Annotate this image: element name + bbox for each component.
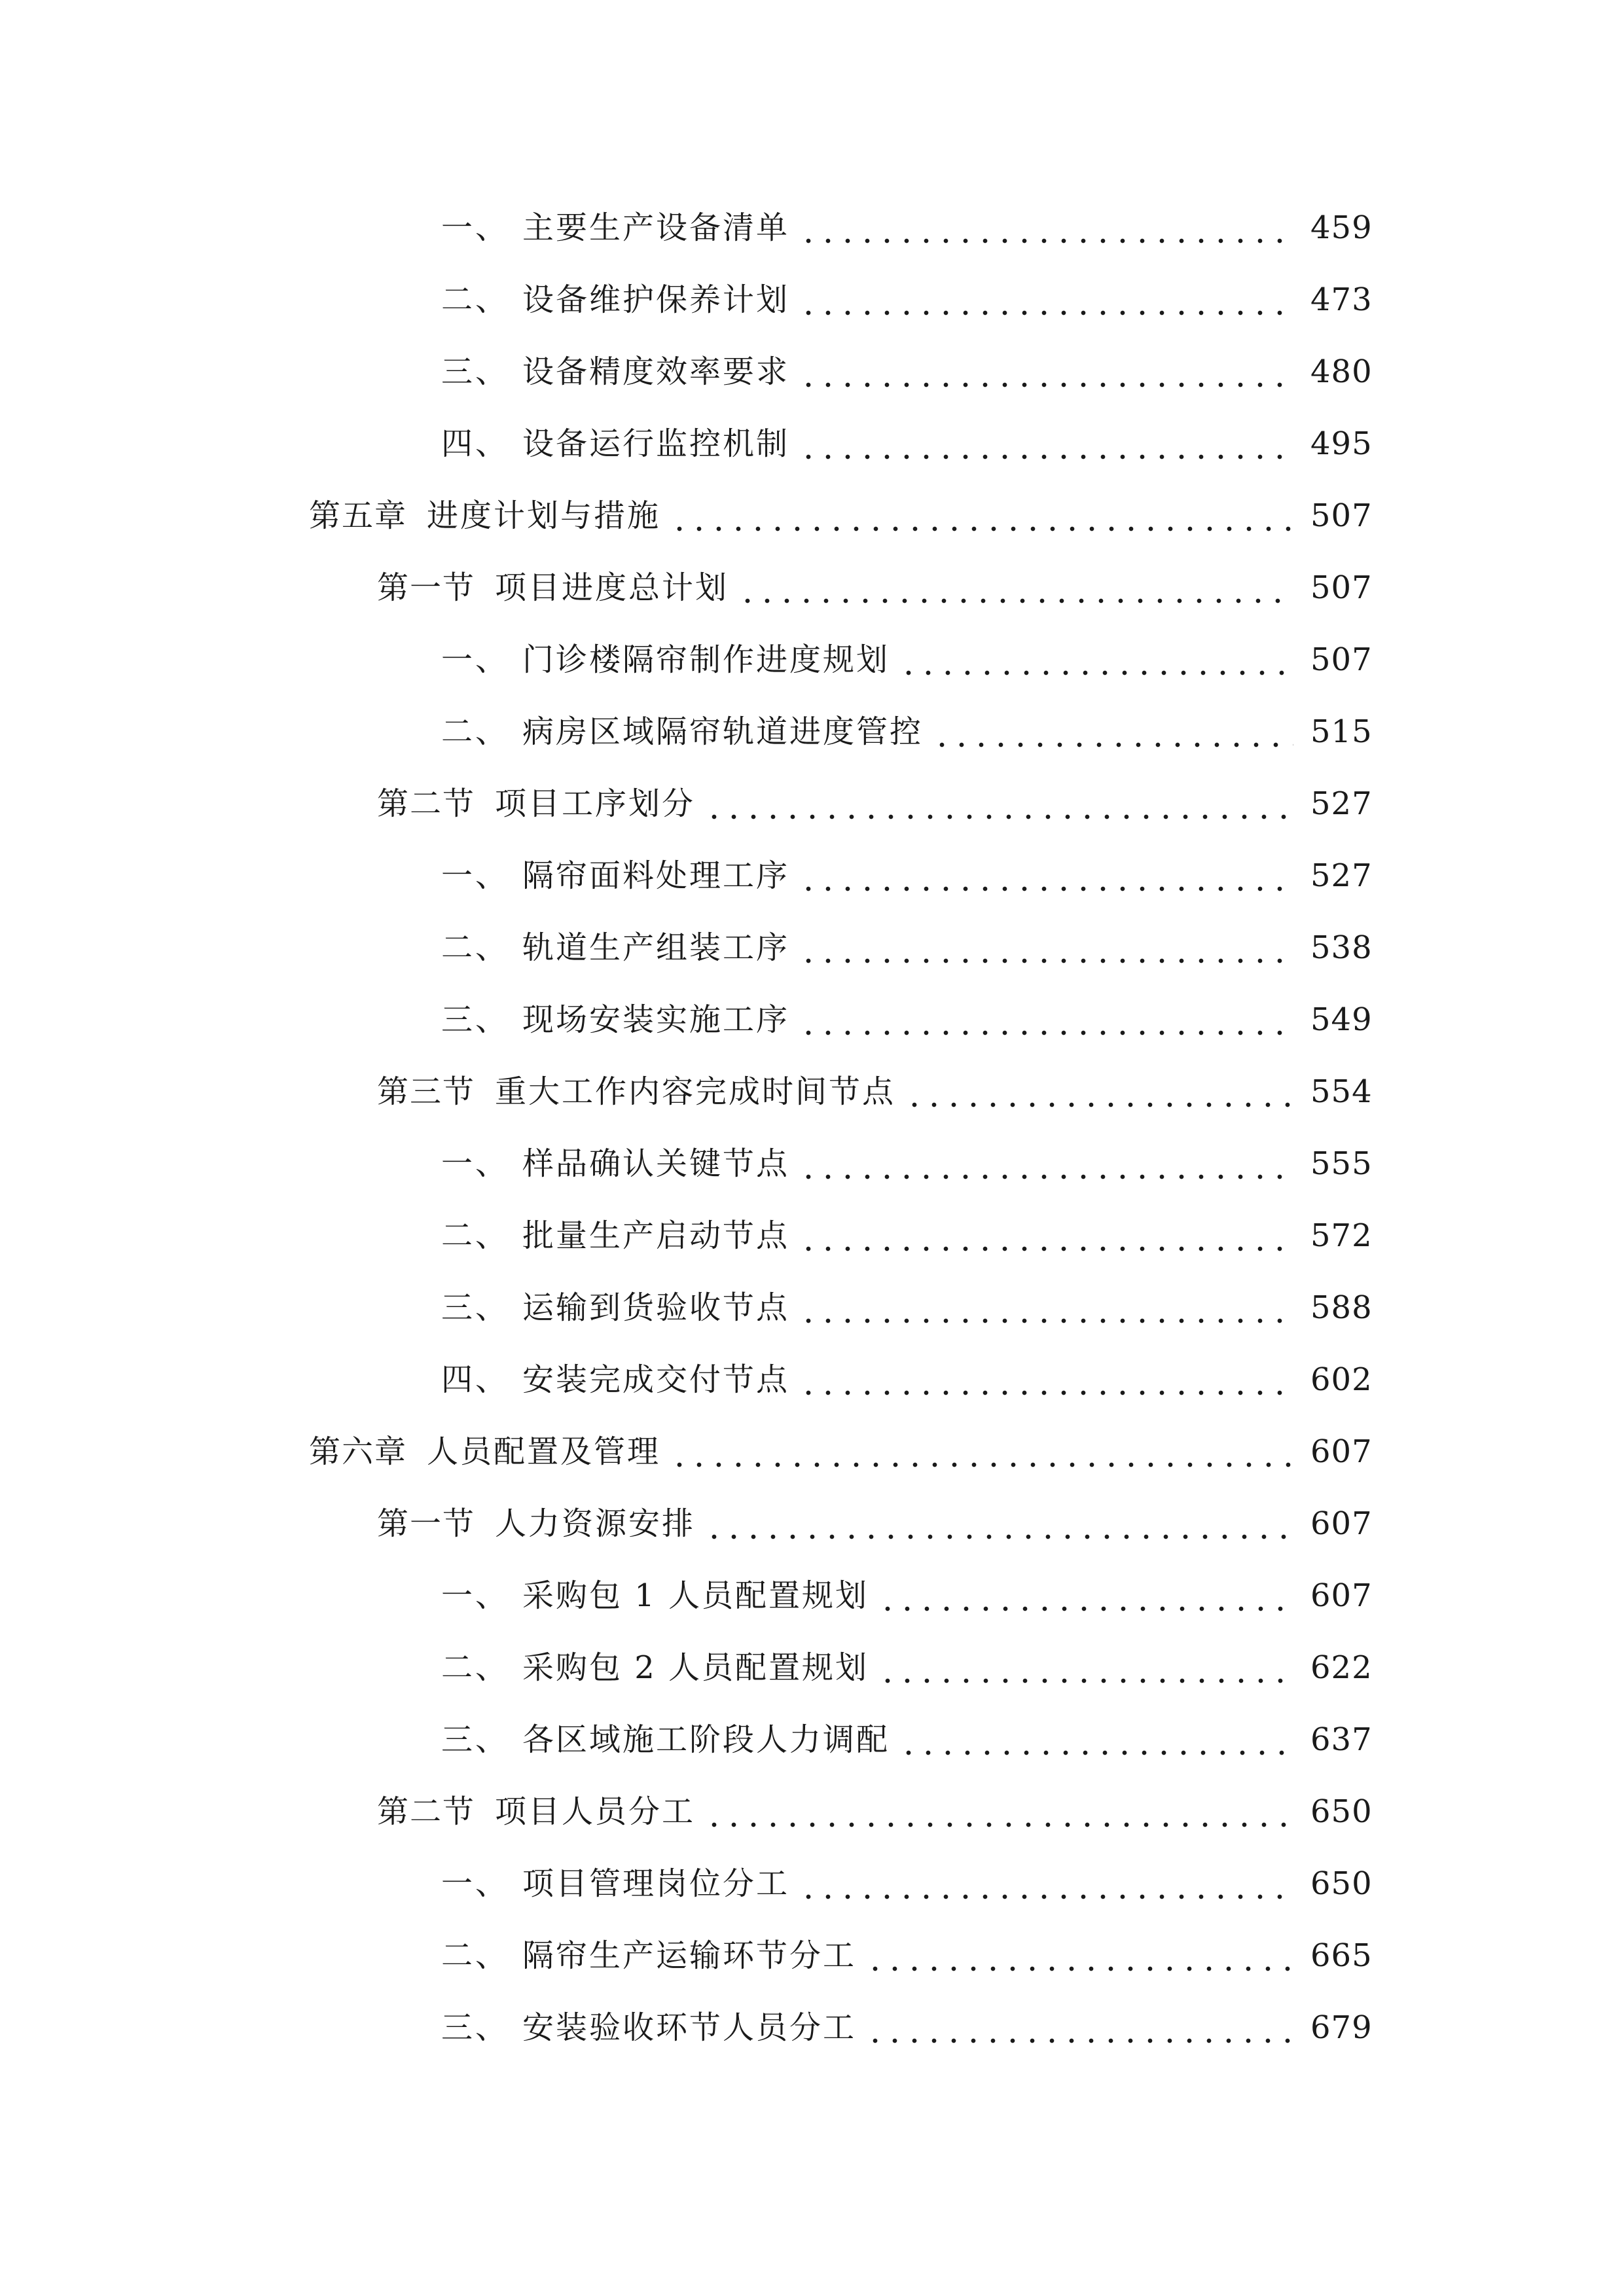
toc-entry-page: 607 xyxy=(1310,1505,1373,1542)
toc-entry-number: 一、 xyxy=(441,857,510,894)
dot-leader xyxy=(899,644,1293,675)
toc-entry[interactable] xyxy=(0,984,1624,1056)
toc-entry-number: 一、 xyxy=(441,641,510,678)
toc-entry-page: 515 xyxy=(1310,713,1373,750)
dot-leader xyxy=(799,356,1293,387)
toc-entry-number: 二、 xyxy=(441,713,510,750)
toc-entry[interactable] xyxy=(0,1704,1624,1776)
toc-entry[interactable] xyxy=(0,1128,1624,1200)
toc-entry[interactable] xyxy=(0,264,1624,336)
toc-entry-number: 二、 xyxy=(441,281,510,318)
toc-entry-page: 622 xyxy=(1310,1649,1373,1686)
dot-leader xyxy=(799,284,1293,315)
toc-entry-title: 隔帘生产运输环节分工 xyxy=(522,1937,857,1974)
toc-entry-number: 第一节 xyxy=(377,569,476,606)
dot-leader xyxy=(738,572,1293,603)
toc-entry-page: 459 xyxy=(1310,209,1373,246)
toc-entry-title: 项目人员分工 xyxy=(495,1793,696,1830)
toc-entry[interactable] xyxy=(0,912,1624,984)
toc-entry-page: 554 xyxy=(1310,1073,1373,1110)
toc-entry[interactable] xyxy=(0,408,1624,480)
dot-leader xyxy=(799,1148,1293,1179)
toc-entry-page: 637 xyxy=(1310,1721,1373,1758)
toc-entry-number: 三、 xyxy=(441,1001,510,1038)
toc-entry[interactable] xyxy=(0,840,1624,912)
toc-entry-page: 549 xyxy=(1310,1001,1373,1038)
toc-entry-page: 588 xyxy=(1310,1289,1373,1326)
toc-entry-number: 二、 xyxy=(441,929,510,966)
toc-entry[interactable] xyxy=(0,1200,1624,1272)
dot-leader xyxy=(799,212,1293,243)
toc-entry-page: 665 xyxy=(1310,1937,1373,1974)
toc-section-entry[interactable] xyxy=(0,1776,1624,1848)
toc-entry-title: 设备运行监控机制 xyxy=(522,425,790,462)
toc-entry-number: 一、 xyxy=(441,1145,510,1182)
dot-leader xyxy=(704,1508,1293,1539)
toc-entry-number: 三、 xyxy=(441,1289,510,1326)
toc-entry-title: 项目进度总计划 xyxy=(495,569,729,606)
toc-section-entry[interactable] xyxy=(0,552,1624,624)
toc-entry-title: 设备精度效率要求 xyxy=(522,353,790,390)
toc-entry[interactable] xyxy=(0,192,1624,264)
toc-entry-number: 三、 xyxy=(441,353,510,390)
toc-entry-page: 607 xyxy=(1310,1433,1373,1470)
toc-section-entry[interactable] xyxy=(0,1056,1624,1128)
toc-entry-title: 现场安装实施工序 xyxy=(522,1001,790,1038)
toc-entry-number: 二、 xyxy=(441,1217,510,1254)
toc-entry-number: 第五章 xyxy=(309,497,408,534)
toc-entry-title: 采购包 1 人员配置规划 xyxy=(522,1577,869,1614)
toc-chapter-entry[interactable] xyxy=(0,480,1624,552)
toc-entry-title: 病房区域隔帘轨道进度管控 xyxy=(522,713,924,750)
dot-leader xyxy=(799,1364,1293,1395)
dot-leader xyxy=(670,1436,1293,1467)
dot-leader xyxy=(865,1940,1293,1971)
toc-entry-number: 三、 xyxy=(441,1721,510,1758)
toc-entry-number: 一、 xyxy=(441,209,510,246)
toc-entry-title: 样品确认关键节点 xyxy=(522,1145,790,1182)
toc-entry-title: 安装完成交付节点 xyxy=(522,1361,790,1398)
toc-section-entry[interactable] xyxy=(0,768,1624,840)
dot-leader xyxy=(932,716,1293,747)
dot-leader xyxy=(799,860,1293,891)
toc-entry[interactable] xyxy=(0,624,1624,696)
toc-section-entry[interactable] xyxy=(0,1488,1624,1560)
toc-entry-title: 安装验收环节人员分工 xyxy=(522,2009,857,2046)
dot-leader xyxy=(799,1868,1293,1899)
toc-entry-number: 第六章 xyxy=(309,1433,408,1470)
toc-entry-page: 495 xyxy=(1310,425,1373,462)
toc-entry-page: 507 xyxy=(1310,569,1373,606)
toc-entry-number: 四、 xyxy=(441,425,510,462)
toc-entry-title: 主要生产设备清单 xyxy=(522,209,790,246)
toc-entry-page: 555 xyxy=(1310,1145,1373,1182)
toc-entry-title: 门诊楼隔帘制作进度规划 xyxy=(522,641,890,678)
toc-entry-title: 设备维护保养计划 xyxy=(522,281,790,318)
toc-entry-number: 一、 xyxy=(441,1865,510,1902)
toc-entry-number: 第三节 xyxy=(377,1073,476,1110)
toc-entry-title: 人力资源安排 xyxy=(495,1505,696,1542)
toc-entry-title: 批量生产启动节点 xyxy=(522,1217,790,1254)
toc-entry-page: 473 xyxy=(1310,281,1373,318)
dot-leader xyxy=(899,1724,1293,1755)
toc-entry-page: 480 xyxy=(1310,353,1373,390)
dot-leader xyxy=(704,1796,1293,1827)
toc-entry-number: 二、 xyxy=(441,1937,510,1974)
table-of-contents xyxy=(0,192,1624,2064)
toc-entry-title: 运输到货验收节点 xyxy=(522,1289,790,1326)
toc-entry-title: 轨道生产组装工序 xyxy=(522,929,790,966)
dot-leader xyxy=(865,2012,1293,2043)
toc-entry-number: 第二节 xyxy=(377,785,476,822)
toc-entry-page: 650 xyxy=(1310,1793,1373,1830)
toc-entry-page: 538 xyxy=(1310,929,1373,966)
dot-leader xyxy=(799,428,1293,459)
toc-entry-title: 人员配置及管理 xyxy=(427,1433,661,1470)
toc-entry-page: 527 xyxy=(1310,857,1373,894)
toc-chapter-entry[interactable] xyxy=(0,1416,1624,1488)
toc-entry-number: 一、 xyxy=(441,1577,510,1614)
toc-entry-page: 679 xyxy=(1310,2009,1373,2046)
dot-leader xyxy=(905,1076,1293,1107)
toc-entry-number: 第一节 xyxy=(377,1505,476,1542)
dot-leader xyxy=(878,1652,1293,1683)
toc-entry-page: 527 xyxy=(1310,785,1373,822)
toc-entry[interactable] xyxy=(0,1560,1624,1632)
toc-entry-title: 项目工序划分 xyxy=(495,785,696,822)
toc-entry[interactable] xyxy=(0,336,1624,408)
toc-entry-number: 二、 xyxy=(441,1649,510,1686)
toc-entry-page: 650 xyxy=(1310,1865,1373,1902)
dot-leader xyxy=(799,1004,1293,1035)
toc-entry-page: 507 xyxy=(1310,641,1373,678)
dot-leader xyxy=(878,1580,1293,1611)
dot-leader xyxy=(704,788,1293,819)
dot-leader xyxy=(799,932,1293,963)
toc-entry-title: 采购包 2 人员配置规划 xyxy=(522,1649,869,1686)
toc-entry[interactable] xyxy=(0,1848,1624,1920)
toc-entry[interactable] xyxy=(0,696,1624,768)
toc-entry-title: 项目管理岗位分工 xyxy=(522,1865,790,1902)
toc-entry[interactable] xyxy=(0,1920,1624,1992)
toc-entry[interactable] xyxy=(0,1272,1624,1344)
dot-leader xyxy=(670,500,1293,531)
toc-entry-title: 隔帘面料处理工序 xyxy=(522,857,790,894)
toc-entry-page: 507 xyxy=(1310,497,1373,534)
toc-entry-title: 进度计划与措施 xyxy=(427,497,661,534)
toc-entry[interactable] xyxy=(0,1632,1624,1704)
toc-entry-number: 三、 xyxy=(441,2009,510,2046)
toc-entry-page: 572 xyxy=(1310,1217,1373,1254)
dot-leader xyxy=(799,1292,1293,1323)
toc-entry-title: 各区域施工阶段人力调配 xyxy=(522,1721,890,1758)
toc-entry-page: 607 xyxy=(1310,1577,1373,1614)
toc-entry-title: 重大工作内容完成时间节点 xyxy=(495,1073,896,1110)
toc-entry[interactable] xyxy=(0,1992,1624,2064)
toc-entry-page: 602 xyxy=(1310,1361,1373,1398)
dot-leader xyxy=(799,1220,1293,1251)
toc-entry-number: 四、 xyxy=(441,1361,510,1398)
toc-entry[interactable] xyxy=(0,1344,1624,1416)
toc-entry-number: 第二节 xyxy=(377,1793,476,1830)
